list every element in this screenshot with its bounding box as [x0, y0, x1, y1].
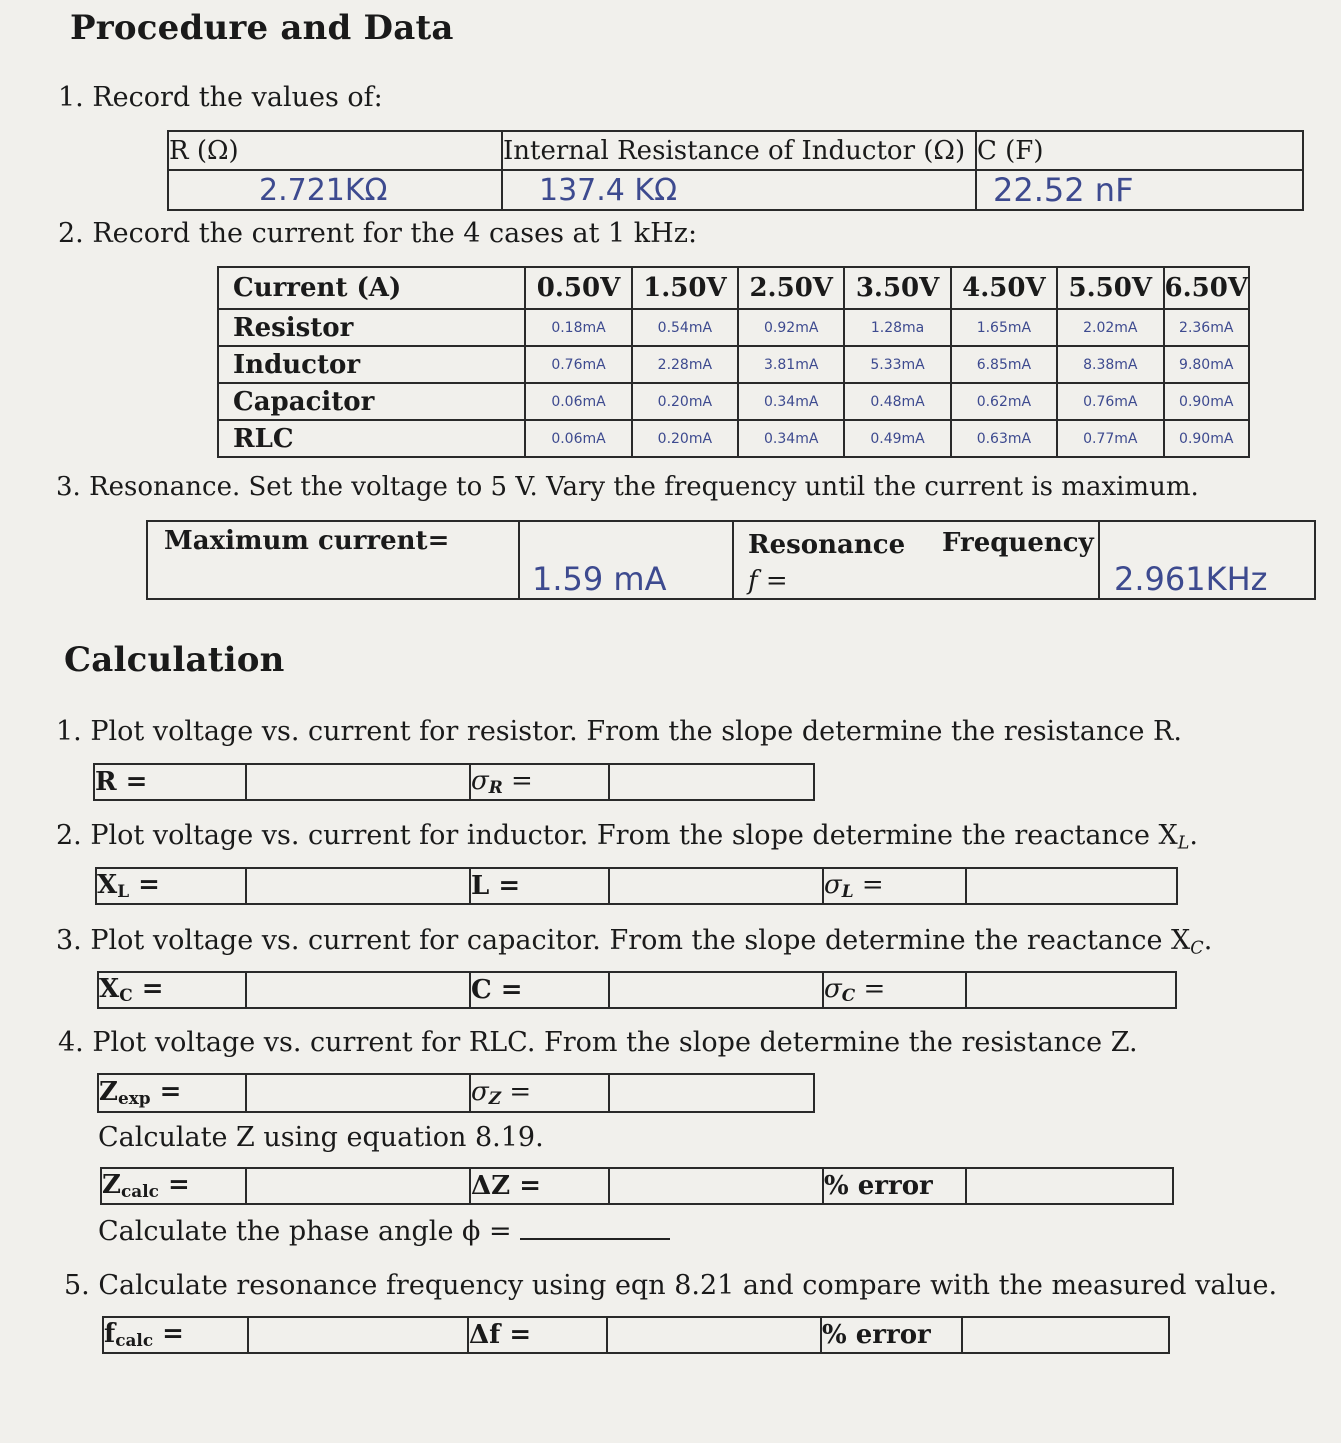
current-cell: 0.48mA: [844, 383, 950, 420]
step1-text: 1. Record the values of:: [58, 82, 383, 113]
sigma-l-tail: =: [853, 870, 884, 901]
resonance-label: Resonance: [748, 530, 906, 560]
current-table: [217, 266, 1250, 458]
table-row: [218, 420, 1249, 457]
calc4-table: [97, 1073, 815, 1113]
zexp-sub: exp: [117, 1088, 151, 1109]
current-cell: 0.76mA: [1057, 383, 1163, 420]
xc-answer-cell[interactable]: [246, 972, 470, 1008]
sigma-r-answer-cell[interactable]: [609, 764, 814, 800]
delta-z-answer-cell[interactable]: [609, 1168, 823, 1204]
values-table: [167, 130, 1304, 211]
xl-sub: L: [117, 881, 130, 902]
calculation-title: Calculation: [64, 640, 285, 680]
table-row: [218, 383, 1249, 420]
sigma-z-tail: =: [501, 1077, 532, 1108]
z-error-label: % error: [823, 1168, 966, 1204]
current-cell: 6.85mA: [951, 346, 1057, 383]
c-label: C =: [470, 972, 609, 1008]
current-cell: 1.65mA: [951, 309, 1057, 346]
row-label-capacitor: Capacitor: [218, 383, 525, 420]
z-error-answer-cell[interactable]: [966, 1168, 1173, 1204]
sigma-c-tail: =: [855, 974, 886, 1005]
current-cell: 0.34mA: [738, 420, 844, 457]
current-cell: 2.28mA: [632, 346, 738, 383]
header-resistance: R (Ω): [168, 131, 502, 170]
fcalc-tail: =: [153, 1319, 184, 1350]
delta-f-answer-cell[interactable]: [607, 1317, 821, 1353]
delta-z-label: ΔZ =: [470, 1168, 609, 1204]
header-capacitance: C (F): [976, 131, 1303, 170]
step3-text: 3. Resonance. Set the voltage to 5 V. Vary the frequency until the current is maximum.: [56, 472, 1199, 502]
sigma-z-answer-cell[interactable]: [609, 1074, 814, 1112]
current-cell: 2.02mA: [1057, 309, 1163, 346]
current-cell: 0.49mA: [844, 420, 950, 457]
zexp-label: Z: [99, 1077, 118, 1108]
r-label: R =: [94, 764, 246, 800]
phase-angle-text: [98, 1216, 670, 1247]
row-label-inductor: Inductor: [218, 346, 525, 383]
xc-tail: =: [132, 974, 164, 1005]
current-cell: 8.38mA: [1057, 346, 1163, 383]
max-current-label: Maximum current=: [164, 526, 450, 556]
sigma-l-symbol: σ: [824, 870, 842, 901]
sigma-r-tail: =: [502, 766, 533, 797]
current-cell: 0.77mA: [1057, 420, 1163, 457]
calc3-x-sub: C: [1190, 938, 1204, 959]
sigma-r-symbol: σ: [471, 766, 489, 797]
zcalc-table: [100, 1167, 1174, 1205]
current-cell: 0.62mA: [951, 383, 1057, 420]
calc2-text: [56, 820, 1198, 853]
current-cell: 2.36mA: [1164, 309, 1250, 346]
fcalc-label: f: [104, 1319, 116, 1350]
sigma-l-answer-cell[interactable]: [966, 868, 1177, 904]
header-internal-resistance: Internal Resistance of Inductor (Ω): [502, 131, 976, 170]
calc3-table: [97, 971, 1177, 1009]
current-cell: 0.54mA: [632, 309, 738, 346]
step2-text: 2. Record the current for the 4 cases at 1 kHz:: [58, 218, 698, 249]
phase-angle-blank[interactable]: [520, 1216, 670, 1240]
calc2-table: [95, 867, 1178, 905]
calc5-text: 5. Calculate resonance frequency using eqn 8.21 and compare with the measured value.: [64, 1270, 1278, 1301]
l-answer-cell[interactable]: [609, 868, 823, 904]
calc-z-text: Calculate Z using equation 8.19.: [98, 1122, 544, 1153]
current-cell: 0.90mA: [1164, 383, 1250, 420]
current-cell: 0.92mA: [738, 309, 844, 346]
f-label: f =: [748, 566, 788, 596]
table-row: [218, 309, 1249, 346]
f-error-answer-cell[interactable]: [962, 1317, 1169, 1353]
zexp-tail: =: [150, 1077, 182, 1108]
l-label: L =: [470, 868, 609, 904]
frequency-label: Frequency: [942, 528, 1094, 558]
xc-sub: C: [119, 985, 133, 1006]
current-corner-header: Current (A): [218, 267, 525, 309]
voltage-header: 1.50V: [632, 267, 738, 309]
current-cell: 0.18mA: [525, 309, 631, 346]
value-capacitance: 22.52 nF: [993, 171, 1134, 209]
xc-label: X: [99, 974, 120, 1005]
delta-f-label: Δf =: [468, 1317, 607, 1353]
calc4-text: 4. Plot voltage vs. current for RLC. From the slope determine the resistance Z.: [58, 1027, 1138, 1058]
current-cell: 0.20mA: [632, 383, 738, 420]
sigma-c-answer-cell[interactable]: [966, 972, 1176, 1008]
sigma-c-symbol: σ: [824, 974, 842, 1005]
resonance-frequency-value: 2.961KHz: [1114, 560, 1268, 598]
sigma-z-sub: Z: [488, 1088, 502, 1109]
current-cell: 0.63mA: [951, 420, 1057, 457]
row-label-rlc: RLC: [218, 420, 525, 457]
zcalc-tail: =: [158, 1170, 190, 1201]
sigma-z-symbol: σ: [471, 1077, 489, 1108]
current-cell: 0.06mA: [525, 420, 631, 457]
phase-angle-label: Calculate the phase angle ϕ =: [98, 1216, 512, 1247]
voltage-header: 3.50V: [844, 267, 950, 309]
calc3-text: [56, 925, 1212, 958]
current-cell: 9.80mA: [1164, 346, 1250, 383]
max-current-value: 1.59 mA: [532, 560, 667, 598]
zcalc-label: Z: [102, 1170, 121, 1201]
current-cell: 3.81mA: [738, 346, 844, 383]
voltage-header: 5.50V: [1057, 267, 1163, 309]
calc5-table: [102, 1316, 1170, 1354]
calc1-text: 1. Plot voltage vs. current for resistor. From the slope determine the resistance R.: [56, 716, 1182, 747]
current-cell: 1.28ma: [844, 309, 950, 346]
calc1-table: [93, 763, 815, 801]
current-cell: 0.90mA: [1164, 420, 1250, 457]
value-resistance: 2.721KΩ: [259, 172, 388, 208]
current-cell: 0.76mA: [525, 346, 631, 383]
f-error-label: % error: [821, 1317, 962, 1353]
zexp-answer-cell[interactable]: [246, 1074, 470, 1112]
calc3-text-tail: .: [1203, 925, 1213, 956]
current-cell: 0.34mA: [738, 383, 844, 420]
row-label-resistor: Resistor: [218, 309, 525, 346]
value-internal-resistance: 137.4 KΩ: [539, 172, 678, 208]
calc2-x-sub: L: [1177, 833, 1190, 854]
voltage-header: 2.50V: [738, 267, 844, 309]
zcalc-answer-cell[interactable]: [246, 1168, 470, 1204]
voltage-header: 6.50V: [1164, 267, 1250, 309]
c-answer-cell[interactable]: [609, 972, 823, 1008]
table-row: [218, 346, 1249, 383]
current-cell: 0.06mA: [525, 383, 631, 420]
calc2-text-main: 2. Plot voltage vs. current for inductor. From the slope determine the reactance X: [56, 820, 1178, 851]
xl-label: X: [97, 870, 118, 901]
zcalc-sub: calc: [120, 1181, 159, 1202]
sigma-l-sub: L: [841, 881, 854, 902]
resonance-table: [146, 520, 1316, 600]
calc3-text-main: 3. Plot voltage vs. current for capacitor. From the slope determine the reactance X: [56, 925, 1191, 956]
fcalc-sub: calc: [115, 1330, 154, 1351]
r-answer-cell[interactable]: [246, 764, 470, 800]
current-cell: 0.20mA: [632, 420, 738, 457]
xl-tail: =: [129, 870, 160, 901]
sigma-c-sub: C: [841, 985, 856, 1006]
voltage-header: 4.50V: [951, 267, 1057, 309]
sigma-r-sub: R: [488, 777, 503, 798]
procedure-title: Procedure and Data: [70, 8, 454, 48]
fcalc-answer-cell[interactable]: [248, 1317, 468, 1353]
voltage-header: 0.50V: [525, 267, 631, 309]
calc2-text-tail: .: [1189, 820, 1198, 851]
current-cell: 5.33mA: [844, 346, 950, 383]
xl-answer-cell[interactable]: [246, 868, 470, 904]
